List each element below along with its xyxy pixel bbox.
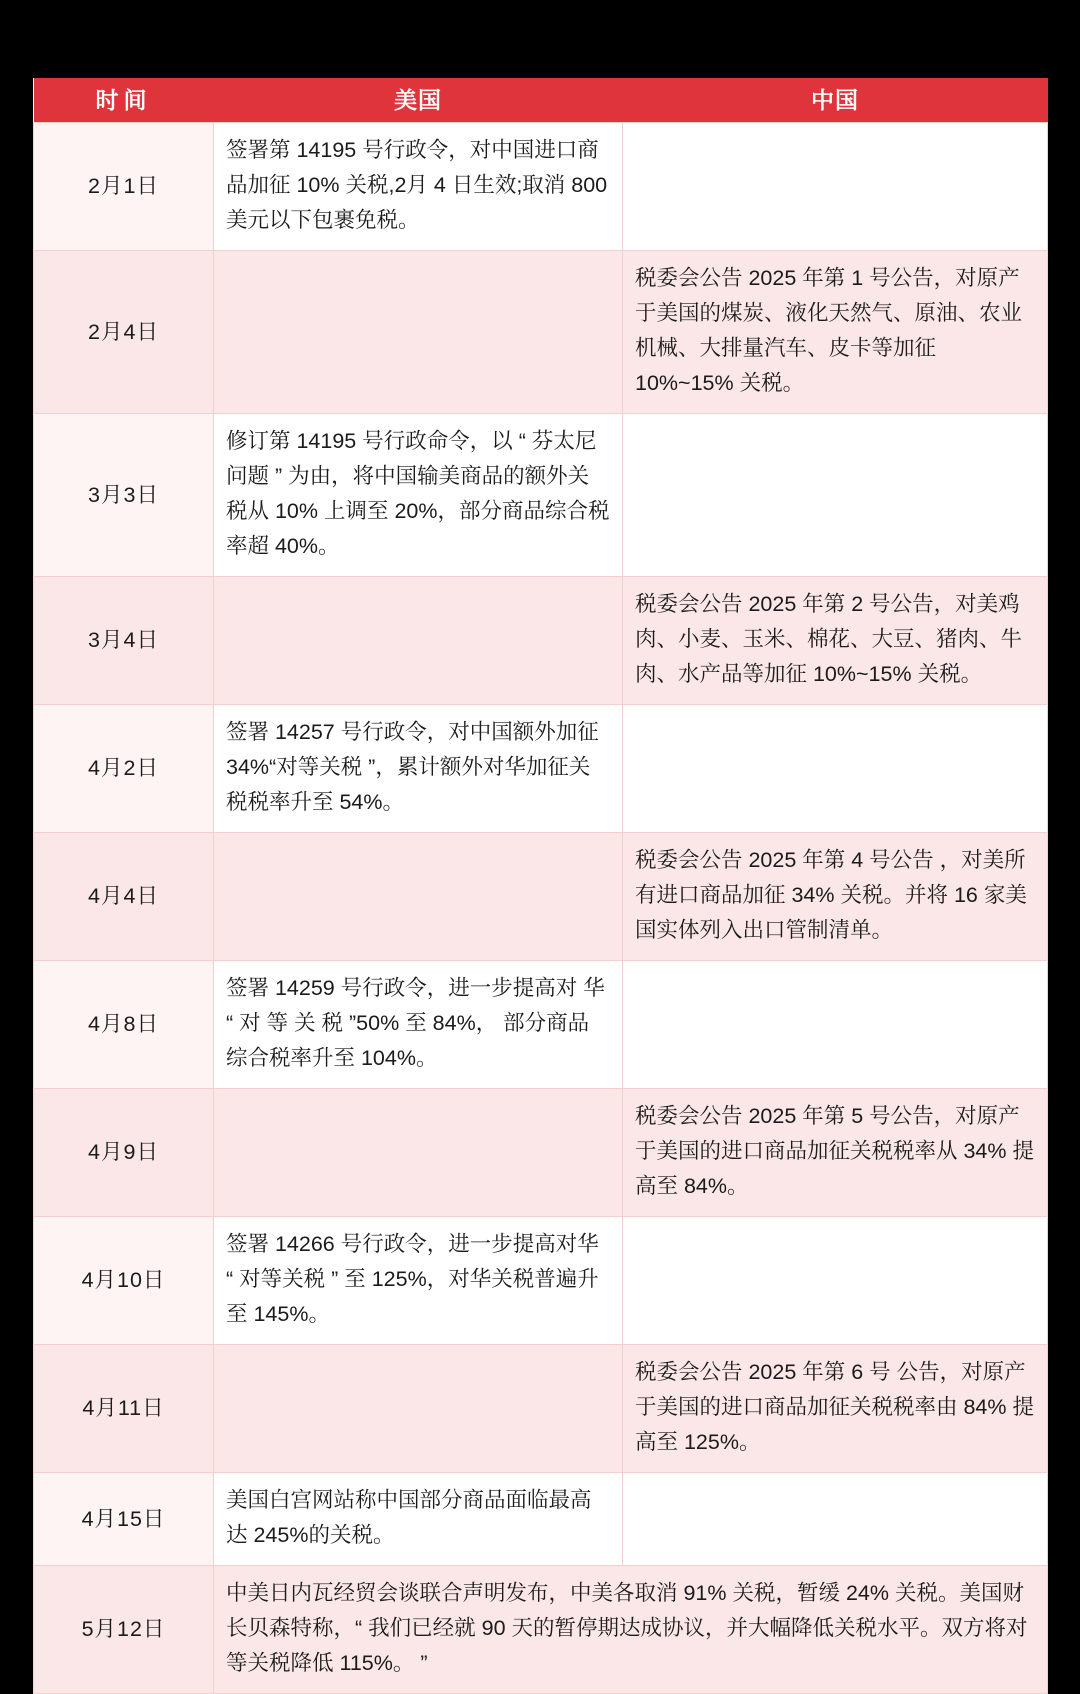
column-header-us: 美国: [214, 78, 623, 123]
cell-cn: 税委会公告 2025 年第 6 号 公告，对原产于美国的进口商品加征关税税率由 84% 提高至 125%。: [623, 1345, 1048, 1473]
cell-cn: [623, 1473, 1048, 1566]
cell-cn: [623, 123, 1048, 251]
cell-cn: [623, 961, 1048, 1089]
table-row: [34, 1217, 1048, 1345]
tariff-timeline-table: [33, 78, 1048, 1694]
table-header-row: [34, 78, 1048, 123]
table-head: [34, 78, 1048, 123]
table-row: [34, 833, 1048, 961]
column-header-cn: 中国: [623, 78, 1048, 123]
cell-date: 3月3日: [34, 414, 214, 577]
table-row: [34, 577, 1048, 705]
cell-date: 4月10日: [34, 1217, 214, 1345]
cell-date: 4月9日: [34, 1089, 214, 1217]
cell-date: 4月4日: [34, 833, 214, 961]
cell-cn: 税委会公告 2025 年第 5 号公告，对原产于美国的进口商品加征关税税率从 34% 提高至 84%。: [623, 1089, 1048, 1217]
table-row: [34, 705, 1048, 833]
cell-us: [214, 251, 623, 414]
cell-cn: 税委会公告 2025 年第 2 号公告，对美鸡肉、小麦、玉米、棉花、大豆、猪肉、牛肉、水产品等加征 10%~15% 关税。: [623, 577, 1048, 705]
cell-date: 4月8日: [34, 961, 214, 1089]
column-header-date: 时间: [34, 78, 214, 123]
cell-date: 4月11日: [34, 1345, 214, 1473]
cell-us: 签署 14259 号行政令，进一步提高对 华 “ 对 等 关 税 ”50% 至 84%， 部分商品综合税率升至 104%。: [214, 961, 623, 1089]
cell-date: 2月4日: [34, 251, 214, 414]
cell-us: 修订第 14195 号行政命令，以 “ 芬太尼问题 ” 为由，将中国输美商品的额外关税从 10% 上调至 20%，部分商品综合税率超 40%。: [214, 414, 623, 577]
table-body: [34, 123, 1048, 1694]
table-row: [34, 1089, 1048, 1217]
cell-cn: 税委会公告 2025 年第 4 号公告 ，对美所有进口商品加征 34% 关税。并将 16 家美国实体列入出口管制清单。: [623, 833, 1048, 961]
table-row: [34, 1566, 1048, 1694]
cell-cn: 税委会公告 2025 年第 1 号公告，对原产于美国的煤炭、液化天然气、原油、农业机械、大排量汽车、皮卡等加征 10%~15% 关税。: [623, 251, 1048, 414]
table-row: [34, 1345, 1048, 1473]
table-row: [34, 961, 1048, 1089]
cell-us: 签署第 14195 号行政令，对中国进口商品加征 10% 关税,2月 4 日生效;取消 800 美元以下包裹免税。: [214, 123, 623, 251]
cell-us: [214, 833, 623, 961]
cell-us: 美国白宫网站称中国部分商品面临最高达 245%的关税。: [214, 1473, 623, 1566]
cell-cn: [623, 1217, 1048, 1345]
cell-us: [214, 1345, 623, 1473]
cell-cn: [623, 414, 1048, 577]
cell-us: 签署 14266 号行政令，进一步提高对华 “ 对等关税 ” 至 125%，对华关税普遍升至 145%。: [214, 1217, 623, 1345]
table-row: [34, 123, 1048, 251]
tariff-timeline-table-wrapper: [33, 78, 1047, 1694]
cell-date: 3月4日: [34, 577, 214, 705]
table-row: [34, 1473, 1048, 1566]
cell-us: 签署 14257 号行政令，对中国额外加征 34%“对等关税 ”，累计额外对华加征关税税率升至 54%。: [214, 705, 623, 833]
table-row: [34, 414, 1048, 577]
cell-us: [214, 577, 623, 705]
cell-date: 2月1日: [34, 123, 214, 251]
cell-us: [214, 1089, 623, 1217]
cell-us: 中美日内瓦经贸会谈联合声明发布，中美各取消 91% 关税，暂缓 24% 关税。美国财长贝森特称，“ 我们已经就 90 天的暂停期达成协议，并大幅降低关税水平。双方将对等关税降低 115%。 ”: [214, 1566, 1048, 1694]
cell-date: 5月12日: [34, 1566, 214, 1694]
cell-cn: [623, 705, 1048, 833]
cell-date: 4月2日: [34, 705, 214, 833]
table-row: [34, 251, 1048, 414]
cell-date: 4月15日: [34, 1473, 214, 1566]
